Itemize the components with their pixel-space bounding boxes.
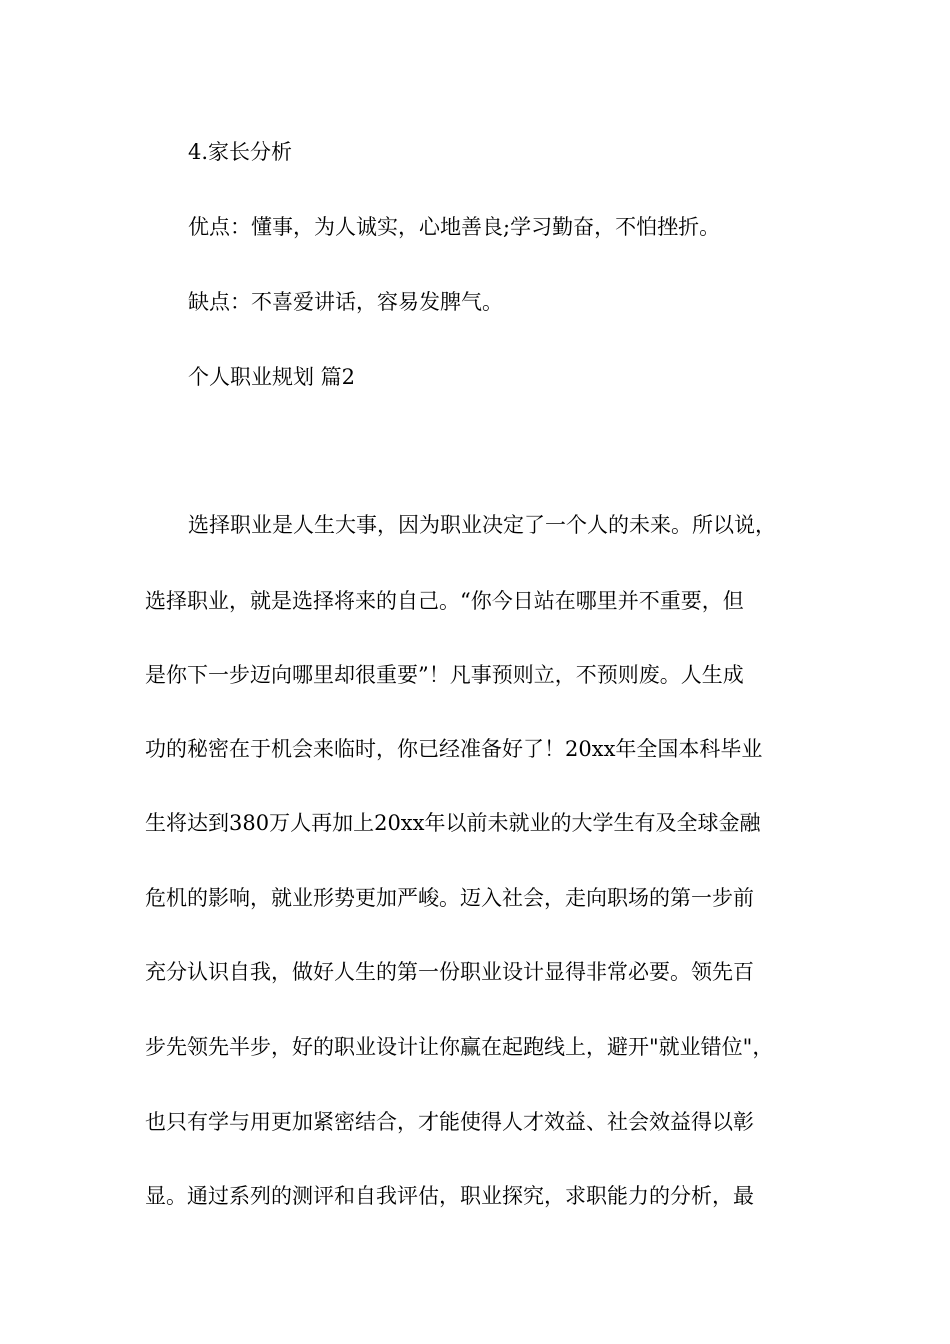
body-line: 生将达到380万人再加上20xx年以前未就业的大学生有及全球金融 [145, 811, 761, 835]
body-line: 步先领先半步，好的职业设计让你赢在起跑线上，避开"就业错位"， [145, 1035, 774, 1059]
body-line: 充分认识自我，做好人生的第一份职业设计显得非常必要。领先百 [145, 960, 754, 984]
body-line: 选择职业，就是选择将来的自己。“你今日站在哪里并不重要，但 [145, 589, 744, 613]
weaknesses-paragraph: 缺点：不喜爱讲话，容易发脾气。 [188, 290, 503, 314]
strengths-paragraph: 优点：懂事，为人诚实，心地善良;学习勤奋，不怕挫折。 [188, 215, 721, 239]
body-line: 选择职业是人生大事，因为职业决定了一个人的未来。所以说， [188, 513, 776, 537]
article-title: 个人职业规划 篇2 [188, 365, 356, 389]
section-heading: 4.家长分析 [188, 140, 293, 164]
body-line: 危机的影响，就业形势更加严峻。迈入社会，走向职场的第一步前 [145, 886, 754, 910]
body-line: 功的秘密在于机会来临时，你已经准备好了！20xx年全国本科毕业 [145, 737, 763, 761]
body-line: 是你下一步迈向哪里却很重要”！凡事预则立，不预则废。人生成 [145, 663, 744, 687]
body-line: 显。通过系列的测评和自我评估，职业探究，求职能力的分析，最 [145, 1184, 754, 1208]
body-line: 也只有学与用更加紧密结合，才能使得人才效益、社会效益得以彰 [145, 1110, 754, 1134]
